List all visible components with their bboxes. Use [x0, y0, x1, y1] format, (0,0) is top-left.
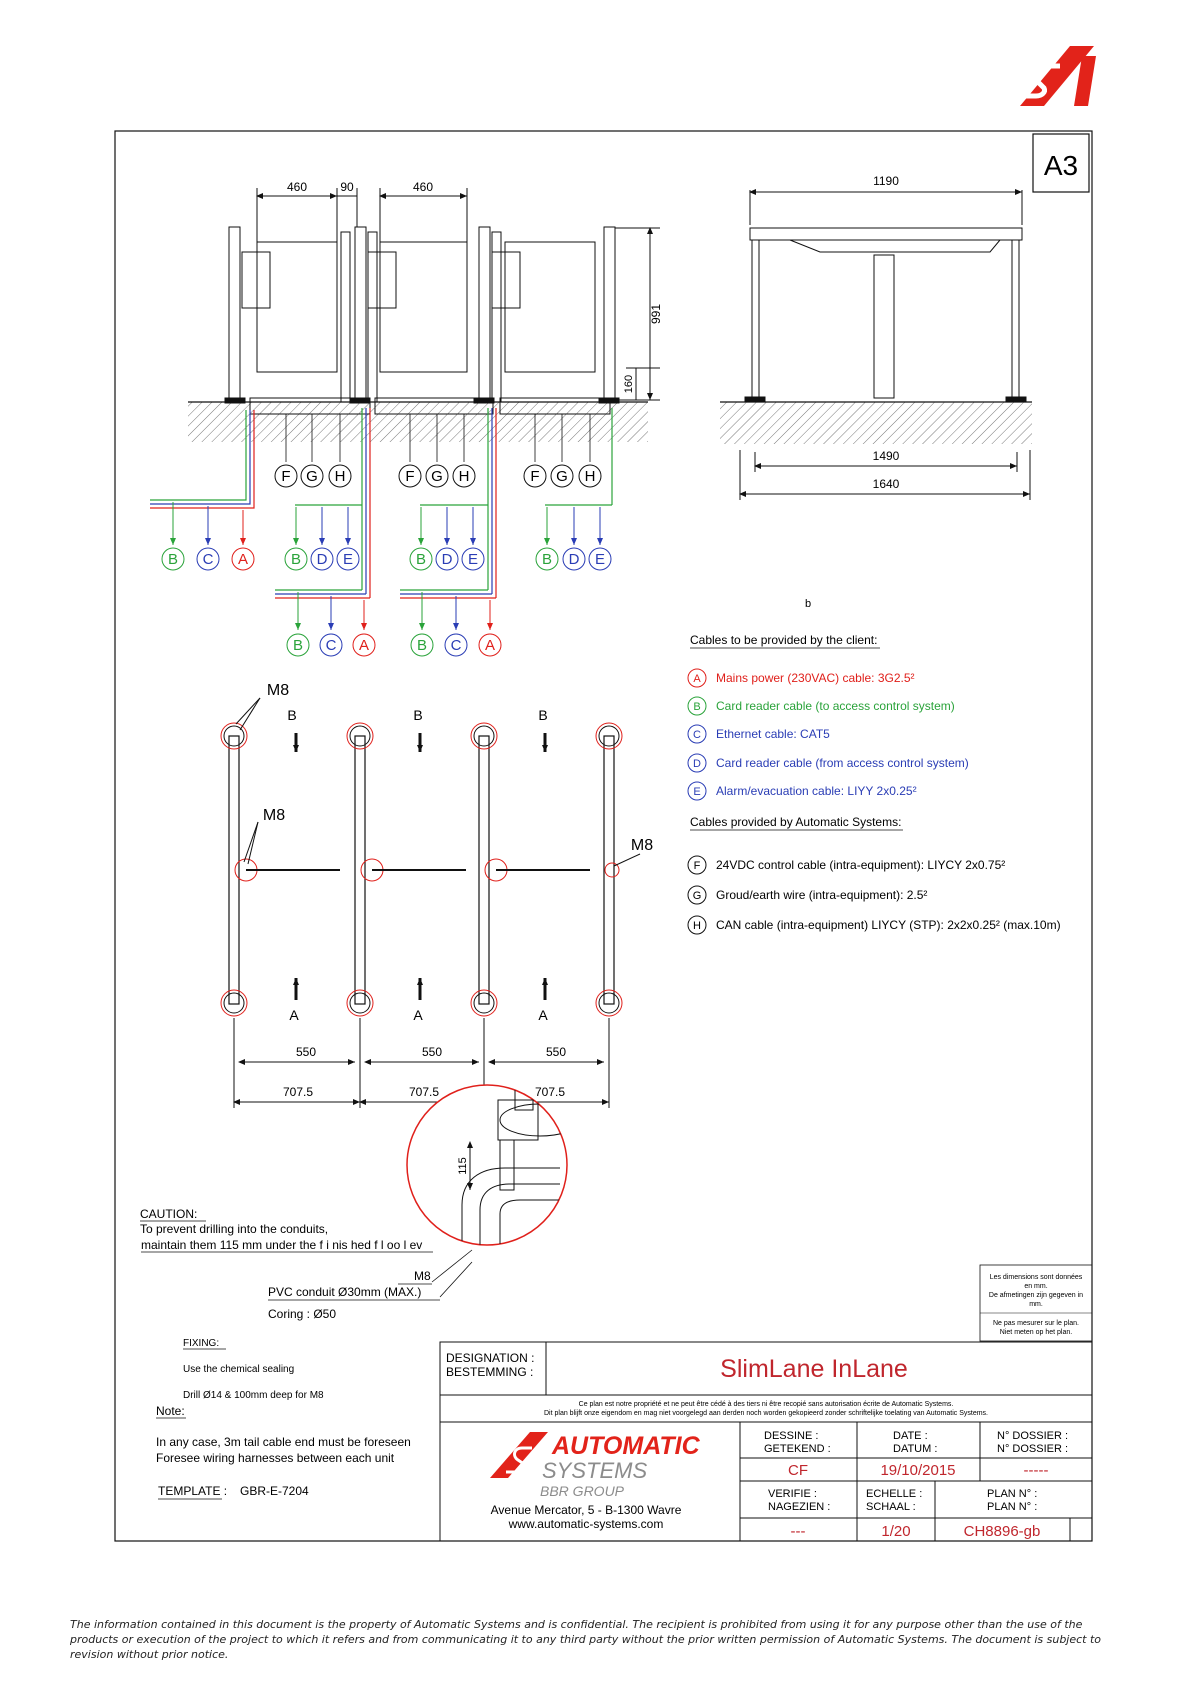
- svg-text:Dit plan blijft onze eigendom: Dit plan blijft onze eigendom en mag niet voorgelegd aan derden noch worden gekopieerd zonder schriftelijke toelating van Automatic Systems.: [544, 1410, 988, 1417]
- svg-text:PLAN N° :: PLAN N° :: [987, 1501, 1038, 1513]
- svg-text:H: H: [334, 468, 346, 485]
- svg-text:DESSINE :: DESSINE :: [764, 1430, 819, 1442]
- svg-text:SCHAAL :: SCHAAL :: [866, 1501, 916, 1513]
- svg-text:F: F: [405, 468, 415, 485]
- svg-text:To prevent drilling into the c: To prevent drilling into the conduits,: [140, 1222, 329, 1236]
- svg-text:Ne pas mesurer sur le plan.: Ne pas mesurer sur le plan.: [993, 1320, 1079, 1327]
- svg-text:BESTEMMING :: BESTEMMING :: [446, 1365, 534, 1379]
- svg-text:B: B: [415, 551, 427, 568]
- fixing-block: [183, 1338, 324, 1401]
- svg-text:Alarm/evacuation cable: LIYY 2: Alarm/evacuation cable: LIYY 2x0.25²: [716, 784, 917, 798]
- svg-text:B: B: [693, 701, 701, 713]
- svg-text:NAGEZIEN :: NAGEZIEN :: [768, 1501, 831, 1513]
- svg-text:DESIGNATION :: DESIGNATION :: [446, 1351, 535, 1365]
- side-width-mid: 1490: [872, 449, 900, 463]
- client-cable-B: [688, 697, 955, 715]
- svg-text:CAUTION:: CAUTION:: [140, 1207, 198, 1221]
- svg-text:DATUM :: DATUM :: [893, 1443, 938, 1455]
- svg-text:BBR GROUP: BBR GROUP: [540, 1483, 625, 1499]
- svg-text:D: D: [316, 551, 328, 568]
- svg-text:VERIFIE :: VERIFIE :: [768, 1488, 817, 1500]
- svg-text:Avenue Mercator, 5 - B-1300 Wa: Avenue Mercator, 5 - B-1300 Wavre: [490, 1503, 682, 1517]
- dim-lane-1: 460: [286, 180, 308, 194]
- svg-text:550: 550: [421, 1045, 443, 1059]
- svg-text:PLAN N° :: PLAN N° :: [987, 1488, 1038, 1500]
- svg-text:A: A: [484, 637, 496, 654]
- plan-number: CH8896-gb: [963, 1523, 1041, 1540]
- svg-text:Ce plan est notre propriété et: Ce plan est notre propriété et ne peut être cédé à des tiers ni être recopié sans autorisation écrite de Automatic Systems.: [578, 1401, 954, 1408]
- side-width-top: 1190: [873, 174, 899, 188]
- svg-text:De afmetingen zijn gegeven in: De afmetingen zijn gegeven in: [988, 1292, 1084, 1299]
- svg-text:A: A: [413, 1007, 423, 1023]
- svg-text:G: G: [692, 890, 702, 902]
- svg-text:A: A: [358, 637, 370, 654]
- dossier-number: -----: [1023, 1462, 1049, 1479]
- svg-text:GETEKEND :: GETEKEND :: [764, 1443, 831, 1455]
- svg-text:H: H: [693, 920, 701, 932]
- as-cable-H: [688, 916, 1061, 934]
- bolt-label-1: M8: [266, 682, 290, 699]
- dim-height: 991: [649, 303, 663, 325]
- dim-gap: 90: [340, 180, 354, 194]
- svg-text:707.5: 707.5: [534, 1085, 566, 1099]
- svg-text:G: G: [306, 468, 318, 485]
- drawing-date: 19/10/2015: [880, 1462, 956, 1479]
- svg-text:PVC conduit Ø30mm (MAX.): PVC conduit Ø30mm (MAX.): [268, 1285, 422, 1299]
- svg-text:F: F: [693, 860, 701, 872]
- as-cable-F: [688, 856, 1005, 874]
- svg-text:707.5: 707.5: [282, 1085, 314, 1099]
- svg-text:D: D: [693, 758, 701, 770]
- svg-text:CAN cable (intra-equipment) LI: CAN cable (intra-equipment) LIYCY (STP): 2x2x0.25² (max.10m): [716, 918, 1061, 932]
- svg-text:707.5: 707.5: [408, 1085, 440, 1099]
- svg-text:Foresee wiring harnesses betwe: Foresee wiring harnesses between each unit: [156, 1451, 395, 1465]
- confidentiality-footer: The information contained in this document is the property of Automatic Systems and is confidential. The recipient is prohibited from using it for any purpose other than the use of the products or execution of the project to which it refers and from communicating it to any third party without the prior written permission of Automatic Systems. The document is subject to revision without prior notice.: [70, 1618, 1102, 1661]
- drawing-scale: 1/20: [881, 1523, 911, 1540]
- svg-text:G: G: [431, 468, 443, 485]
- svg-text:N° DOSSIER :: N° DOSSIER :: [997, 1430, 1069, 1442]
- svg-text:A: A: [289, 1007, 299, 1023]
- sheet-size: A3: [1043, 150, 1079, 181]
- brand-logo-icon: [1020, 46, 1096, 106]
- svg-text:E: E: [342, 551, 354, 568]
- front-view: [188, 188, 660, 442]
- company-logo-icon: [490, 1432, 701, 1499]
- svg-text:B: B: [541, 551, 553, 568]
- caution-block: [140, 1207, 440, 1321]
- svg-text:Use the chemical sealing: Use the chemical sealing: [183, 1364, 295, 1375]
- svg-text:C: C: [450, 637, 462, 654]
- svg-text:Drill Ø14 & 100mm deep for M8: Drill Ø14 & 100mm deep for M8: [183, 1390, 324, 1401]
- svg-text:C: C: [202, 551, 214, 568]
- svg-text:550: 550: [295, 1045, 317, 1059]
- svg-text:ECHELLE :: ECHELLE :: [866, 1488, 923, 1500]
- svg-text:Groud/earth wire (intra-equipm: Groud/earth wire (intra-equipment): 2.5²: [716, 888, 928, 902]
- svg-text:F: F: [281, 468, 291, 485]
- client-cables-title: Cables to be provided by the client:: [690, 633, 878, 647]
- client-cable-E: [688, 782, 917, 800]
- designation-title: SlimLane InLane: [720, 1355, 908, 1383]
- svg-text:G: G: [556, 468, 568, 485]
- drawn-by: CF: [788, 1462, 808, 1479]
- dims-note-box: [980, 1265, 1092, 1341]
- svg-text:E: E: [594, 551, 606, 568]
- svg-text:C: C: [693, 729, 701, 741]
- svg-text:H: H: [458, 468, 470, 485]
- dim-base-height: 160: [623, 374, 635, 394]
- svg-text:Les dimensions sont données: Les dimensions sont données: [989, 1274, 1083, 1281]
- svg-text:In any case, 3m tail cable end: In any case, 3m tail cable end must be foreseen: [156, 1435, 411, 1449]
- svg-text:B: B: [167, 551, 179, 568]
- svg-text:D: D: [568, 551, 580, 568]
- svg-text:550: 550: [545, 1045, 567, 1059]
- svg-text:B: B: [287, 707, 297, 723]
- svg-text:B: B: [538, 707, 548, 723]
- client-cable-C: [688, 725, 830, 743]
- svg-text:mm.: mm.: [1029, 1301, 1043, 1308]
- svg-text:Niet meten op het plan.: Niet meten op het plan.: [999, 1329, 1073, 1336]
- svg-text:M8: M8: [414, 1269, 431, 1283]
- svg-text:D: D: [441, 551, 453, 568]
- client-cable-D: [688, 754, 969, 772]
- svg-text:115: 115: [457, 1157, 469, 1175]
- checked-by: ---: [790, 1523, 806, 1540]
- svg-text:FIXING:: FIXING:: [183, 1338, 220, 1349]
- svg-text:A: A: [693, 673, 701, 685]
- svg-text:GBR-E-7204: GBR-E-7204: [240, 1484, 309, 1498]
- svg-text:AUTOMATIC: AUTOMATIC: [552, 1432, 700, 1460]
- svg-text:B: B: [413, 707, 423, 723]
- svg-text:Ethernet cable: CAT5: Ethernet cable: CAT5: [716, 727, 830, 741]
- svg-text:24VDC control cable (intra-equ: 24VDC control cable (intra-equipment): LIYCY 2x0.75²: [716, 858, 1006, 872]
- side-width-bottom: 1640: [872, 477, 900, 491]
- svg-text:www.automatic-systems.com: www.automatic-systems.com: [508, 1517, 664, 1531]
- svg-text:E: E: [467, 551, 479, 568]
- svg-text:Card reader cable (from access: Card reader cable (from access control system): [716, 756, 969, 770]
- cable-legend: [688, 633, 1061, 934]
- note-block: [156, 1404, 411, 1499]
- svg-text:H: H: [584, 468, 596, 485]
- svg-text:E: E: [693, 786, 701, 798]
- svg-text:A: A: [538, 1007, 548, 1023]
- svg-text:F: F: [530, 468, 540, 485]
- dim-lane-2: 460: [412, 180, 434, 194]
- lower-cable-labels: [287, 592, 501, 656]
- svg-text:Coring : Ø50: Coring : Ø50: [268, 1307, 337, 1321]
- svg-text:Note:: Note:: [156, 1404, 185, 1418]
- svg-text:SYSTEMS: SYSTEMS: [542, 1458, 648, 1483]
- conduit-detail: [407, 1070, 580, 1297]
- svg-text:DATE :: DATE :: [893, 1430, 928, 1442]
- as-cable-G: [688, 886, 927, 904]
- client-cable-A: [688, 669, 915, 687]
- bolt-label-3: M8: [630, 837, 654, 854]
- svg-text:A: A: [237, 551, 249, 568]
- svg-text:Mains power (230VAC) cable: 3G: Mains power (230VAC) cable: 3G2.5²: [716, 671, 915, 685]
- svg-text:B: B: [292, 637, 304, 654]
- svg-text:N° DOSSIER :: N° DOSSIER :: [997, 1443, 1069, 1455]
- stray-mark: b: [804, 598, 812, 610]
- bolt-label-2: M8: [262, 807, 286, 824]
- svg-text:B: B: [290, 551, 302, 568]
- upper-cable-labels: [275, 465, 601, 487]
- svg-text:C: C: [325, 637, 337, 654]
- svg-text:Card reader cable (to access c: Card reader cable (to access control system): [716, 699, 955, 713]
- svg-text:B: B: [416, 637, 428, 654]
- plan-view-labels: [263, 682, 653, 1099]
- as-cables-title: Cables provided by Automatic Systems:: [690, 815, 902, 829]
- svg-text:en mm.: en mm.: [1024, 1283, 1048, 1290]
- svg-text:maintain them 115 mm under the: maintain them 115 mm under the f i nis hed f l oo l ev: [141, 1238, 423, 1252]
- svg-text:TEMPLATE :: TEMPLATE :: [158, 1484, 228, 1498]
- title-block-text: [446, 1351, 1068, 1540]
- mid-cable-labels: [162, 502, 611, 570]
